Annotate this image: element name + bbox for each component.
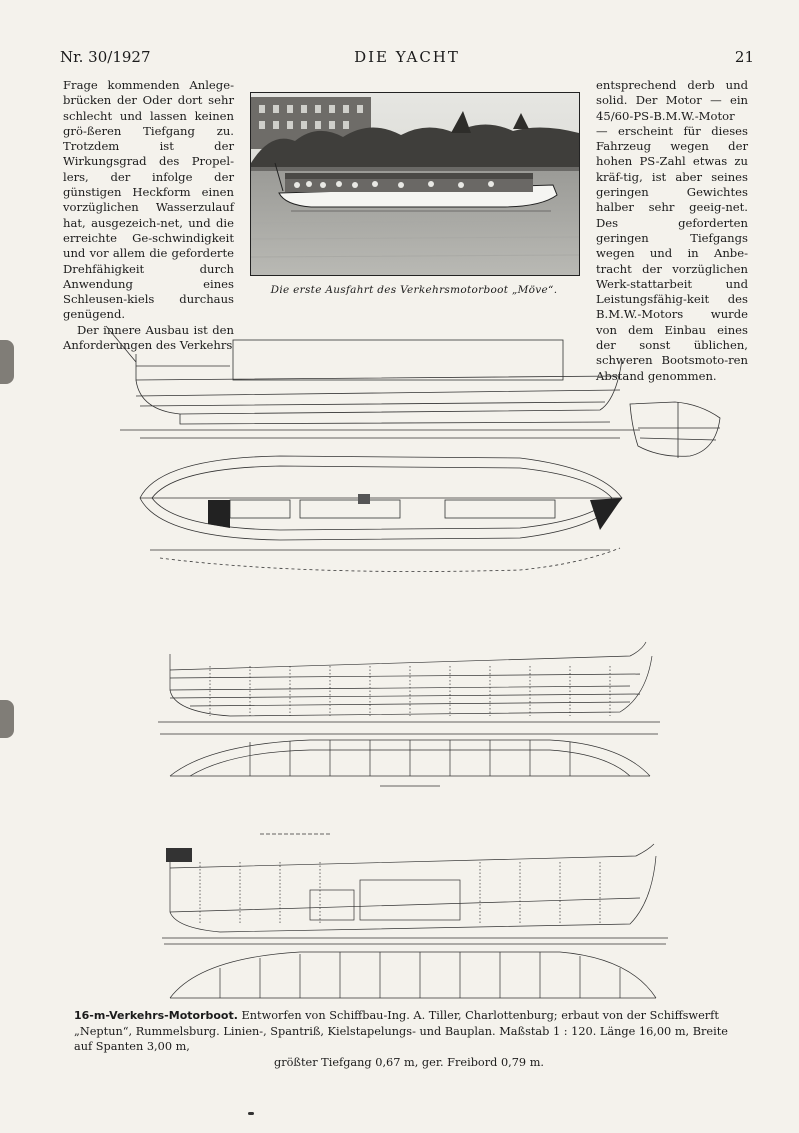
figure-caption-line-2: größter Tiefgang 0,67 m, ger. Freibord 0,79 m. bbox=[273, 1055, 544, 1069]
figure-caption-line-1 bbox=[74, 1008, 744, 1055]
construction-plan-drawing bbox=[160, 828, 670, 1003]
right-paragraph: entsprechend derb und solid. Der Motor — ein 45/60-PS-B.M.W.-Motor — erscheint für dieses Fahrzeug wegen der hohen PS-Zahl etwas zu kräf-tig, ist aber seines geringen Gewichtes halber sehr geeig-net. Des geforderten geringen Tiefgangs wegen und in Anbe-tracht der vorzüglichen Werk-stattarbeit und Leistungsfähig-keit des B.M.W.-Motors wurde von dem Einbau eines der sonst üblichen, schweren Bootsmoto-ren Abstand genommen. bbox=[596, 78, 748, 383]
issue-number: Nr. 30/1927 bbox=[60, 48, 151, 66]
boat-photo bbox=[250, 92, 580, 276]
figure-caption bbox=[74, 1008, 744, 1070]
ink-speck bbox=[248, 1112, 254, 1115]
boat-photo-image bbox=[251, 93, 579, 275]
page-number: 21 bbox=[734, 48, 754, 66]
left-paragraph-2: Der innere Ausbau ist den Anforderungen des Verkehrs bbox=[63, 322, 234, 353]
page-edge-shadow-top bbox=[0, 340, 14, 384]
figure-caption-text: Entworfen von Schiffbau-Ing. A. Tiller, Charlottenburg; erbaut von der Schiffswerft „Neptun“, Rummelsburg. Linien-, Spantriß, Kielstapelungs- und Bauplan. Maßstab 1 : 120. Länge 16,00 m, Breite auf Spanten 3,00 m, bbox=[74, 1009, 728, 1054]
journal-title: DIE YACHT bbox=[354, 48, 460, 66]
photo-caption: Die erste Ausfahrt des Verkehrsmotorboot „Möve“. bbox=[270, 284, 558, 296]
lines-plan-drawing bbox=[150, 626, 670, 806]
left-text-column bbox=[63, 78, 234, 353]
page-edge-shadow-bottom bbox=[0, 700, 14, 738]
profile-and-deck-plan-drawing bbox=[100, 318, 730, 588]
page-header bbox=[60, 48, 754, 72]
figure-caption-title: 16-m-Verkehrs-Motorboot. bbox=[74, 1009, 238, 1022]
left-paragraph-1: Frage kommenden Anlege-brücken der Oder dort sehr schlecht und lassen keinen grö-ßeren Tiefgang zu. Trotzdem ist der Wirkungsgrad des Propel-lers, der infolge der günstigen Heckform einen vorzüglichen Wasserzulauf hat, ausgezeich-net, und die erreichte Ge-schwindigkeit und vor allem die geforderte Drehfähigkeit durch Anwendung eines Schleusen-kiels durchaus genügend. bbox=[63, 78, 234, 322]
